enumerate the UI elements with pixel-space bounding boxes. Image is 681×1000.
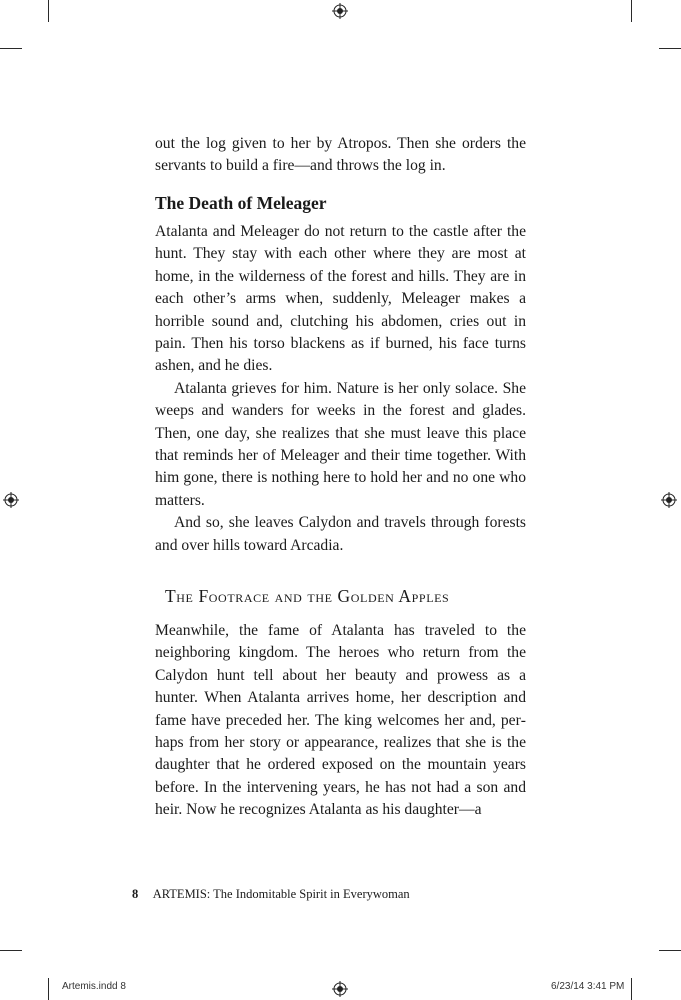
slug-filename: Artemis.indd 8 xyxy=(62,981,126,992)
registration-mark-icon xyxy=(3,492,19,508)
crop-mark xyxy=(48,978,49,1000)
section-heading: The Death of Meleager xyxy=(155,193,327,213)
crop-mark xyxy=(0,48,22,49)
crop-mark xyxy=(659,950,681,951)
chapter-heading: The Footrace and the Golden Apples xyxy=(165,586,450,606)
running-head: ARTEMIS: The Indomitable Spirit in Everywoman xyxy=(152,887,410,901)
crop-mark xyxy=(0,950,22,951)
slug-datetime: 6/23/14 3:41 PM xyxy=(551,981,625,992)
page-number: 8 xyxy=(132,887,139,901)
registration-mark-icon xyxy=(332,3,348,19)
continuation-text xyxy=(155,133,526,178)
paragraph: out the log given to her by Atropos. Then she orders the servants to build a fire—and throws the log in. xyxy=(155,135,526,175)
paragraph: And so, she leaves Calydon and travels through forests and over hills toward Arcadia. xyxy=(155,514,526,554)
chapter-body xyxy=(155,620,526,822)
registration-mark-icon xyxy=(332,981,348,997)
crop-mark xyxy=(659,48,681,49)
crop-mark xyxy=(631,0,632,22)
crop-mark xyxy=(631,978,632,1000)
paragraph: Atalanta grieves for him. Nature is her only solace. She weeps and wanders for weeks in the forest and glades. Then, one day, she realizes that she must leave this place that reminds her of Meleager and their time together. With him gone, there is nothing here to hold her and no one who matters. xyxy=(155,379,526,509)
section-body xyxy=(155,221,526,557)
registration-mark-icon xyxy=(661,492,677,508)
crop-mark xyxy=(48,0,49,22)
page-footer xyxy=(132,887,410,902)
paragraph: Meanwhile, the fame of Atalanta has traveled to the neighboring kingdom. The heroes who return from the Calydon hunt tell about her beauty and prowess as a hunter. When Atalanta arrives home, her description and fame have preceded her. The king welcomes her and, perhaps from her story or appearance, realizes that she is the daughter that he ordered exposed on the mountain years before. In the intervening years, he has not had a son and heir. Now he recognizes Atalanta as his daughter—a xyxy=(155,622,526,819)
paragraph: Atalanta and Meleager do not return to the castle after the hunt. They stay with each other where they are most at home, in the wilderness of the forest and hills. They are in each other’s arms when, suddenly, Meleager makes a horrible sound and, clutching his abdomen, cries out in pain. Then his torso blackens as if burned, his face turns ashen, and he dies. xyxy=(155,223,526,375)
